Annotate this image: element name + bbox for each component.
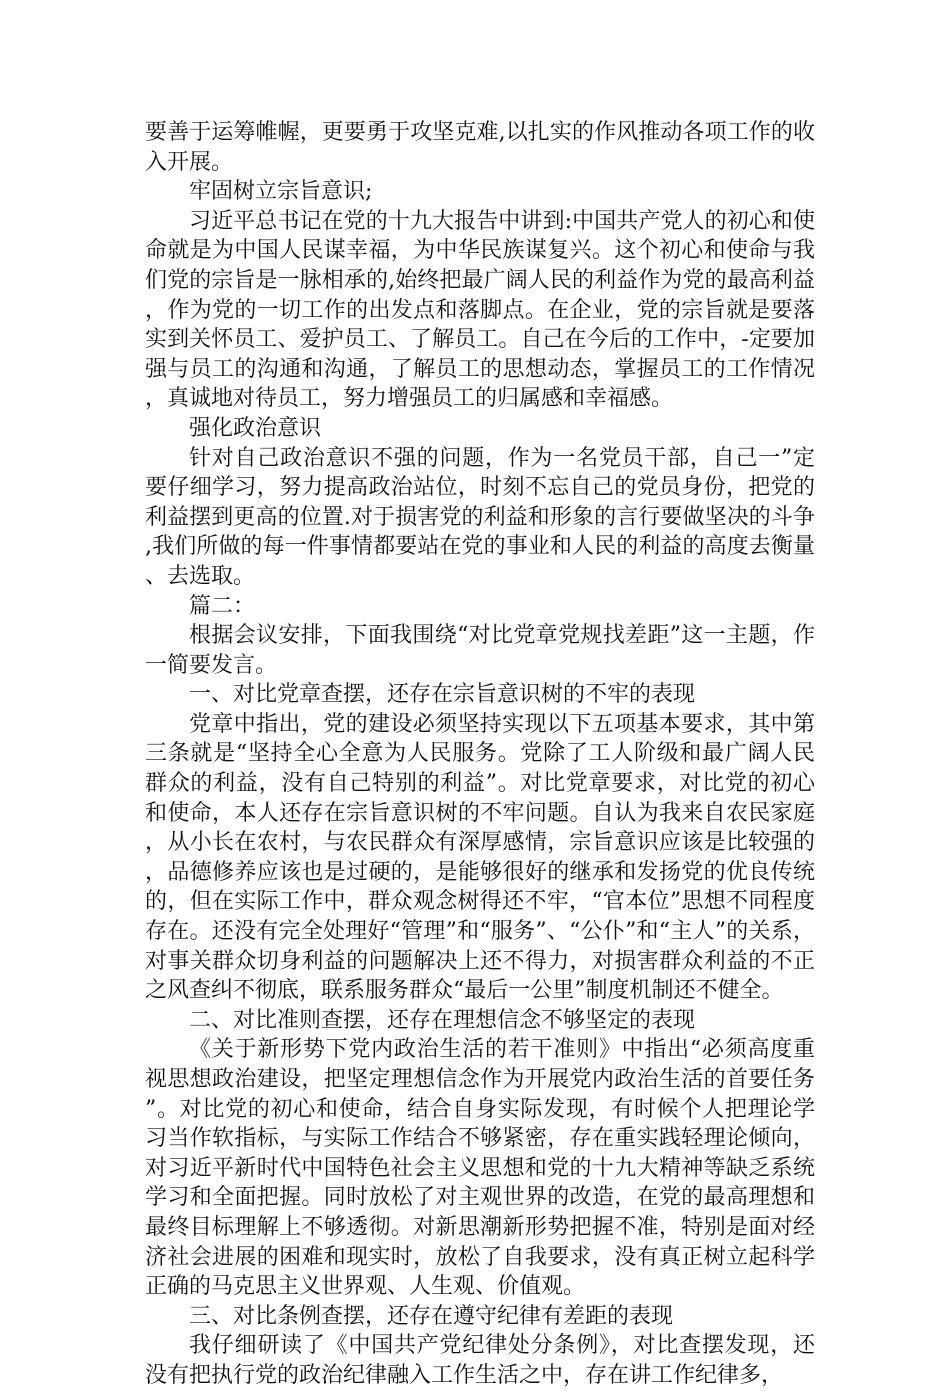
section-heading: 强化政治意识 [189, 415, 322, 441]
paragraph: 《关于新形势下党内政治生活的若干准则》中指出“必须高度重视思想政治建设，把坚定理想信念作为开展党内政治生活的首要任务”。对比党的初心和使命，结合自身实际发现，有时候个人把理论学习当作软指标，与实际工作结合不够紧密，存在重实践轻理论倾向，对习近平新时代中国特色社会主义思想和党的十九大精神等缺乏系统学习和全面把握。同时放松了对主观世界的改造，在党的最高理想和最终目标理解上不够透彻。对新思潮新形势把握不准，特别是面对经济社会进展的困难和现实时，放松了自我要求，没有真正树立起科学正确的马克思主义世界观、人生观、价值观。 [145, 1037, 815, 1300]
paragraph: 习近平总书记在党的十九大报告中讲到:中国共产党人的初心和使命就是为中国人民谋幸福，为中华民族谋复兴。这个初心和使命与我们党的宗旨是一脉相承的,始终把最广阔人民的利益作为党的最高利益，作为党的一切工作的出发点和落脚点。在企业，党的宗旨就是要落实到关怀员工、爱护员工、了解员工。自己在今后的工作中，-定要加强与员工的沟通和沟通，了解员工的思想动态，掌握员工的工作情况，真诚地对待员工，努力增强员工的归属感和幸福感。 [145, 208, 815, 412]
document-body [145, 118, 815, 1391]
section-heading: 二、对比准则查摆，还存在理想信念不够坚定的表现 [189, 1007, 696, 1033]
section-heading: 一、对比党章查摆，还存在宗旨意识树的不牢的表现 [189, 682, 696, 708]
paragraph-continuation: 要善于运筹帷幄，更要勇于攻坚克难,以扎实的作风推动各项工作的收入开展。 [145, 120, 815, 175]
paragraph: 我仔细研读了《中国共产党纪律处分条例》，对比查摆发现，还没有把执行党的政治纪律融入工作生活之中，存在讲工作纪律多， [145, 1333, 815, 1388]
section-heading: 三、对比条例查摆，还存在遵守纪律有差距的表现 [189, 1303, 674, 1329]
paragraph: 针对自己政治意识不强的问题，作为一名党员干部，自己一”定要仔细学习，努力提高政治站位，时刻不忘自己的党员身份，把党的利益摆到更高的位置.对于损害党的利益和形象的言行要做坚决的斗争,我们所做的每一件事情都要站在党的事业和人民的利益的高度去衡量、去选取。 [145, 445, 815, 589]
paragraph: 根据会议安排，下面我围绕“对比党章党规找差距”这一主题，作一简要发言。 [145, 623, 815, 678]
part-heading: 篇二： [189, 593, 256, 619]
section-heading: 牢固树立宗旨意识; [189, 179, 373, 205]
paragraph: 党章中指出，党的建设必须坚持实现以下五项基本要求，其中第三条就是“坚持全心全意为人民服务。党除了工人阶级和最广阔人民群众的利益，没有自己特别的利益”。对比党章要求，对比党的初心和使命，本人还存在宗旨意识树的不牢问题。自认为我来自农民家庭，从小长在农村，与农民群众有深厚感情，宗旨意识应该是比较强的，品德修养应该也是过硬的，是能够很好的继承和发扬党的优良传统的，但在实际工作中，群众观念树得还不牢，“官本位”思想不同程度存在。还没有完全处理好“管理”和“服务”、“公仆”和“主人”的关系，对事关群众切身利益的问题解决上还不得力，对损害群众利益的不正之风查纠不彻底，联系服务群众“最后一公里”制度机制还不健全。 [145, 711, 815, 1004]
